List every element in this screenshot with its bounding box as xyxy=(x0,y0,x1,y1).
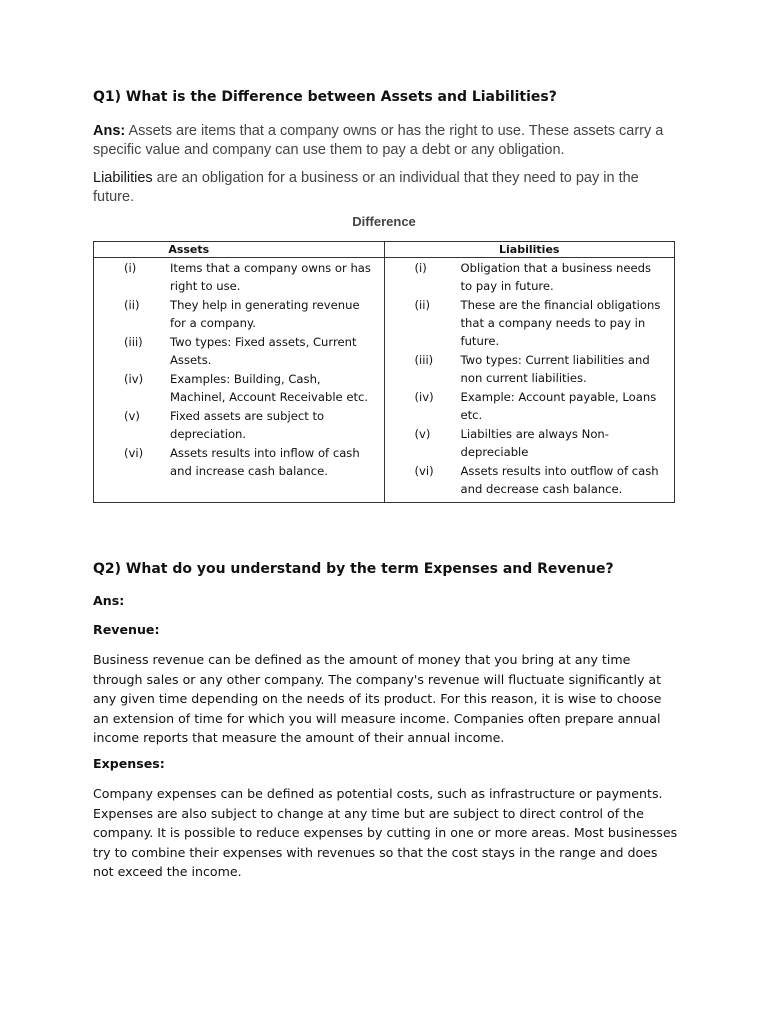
item-number: (ii) xyxy=(124,298,140,312)
item-number: (iii) xyxy=(124,335,143,349)
list-item xyxy=(385,296,675,350)
liabilities-definition: are an obligation for a business or an individual that they need to pay in the future. xyxy=(93,170,639,205)
item-text: Items that a company owns or has right to use. xyxy=(170,261,371,293)
item-number: (vi) xyxy=(414,464,434,478)
table-header-row xyxy=(94,242,675,258)
list-item xyxy=(94,259,384,295)
expenses-paragraph: Company expenses can be defined as potential costs, such as infrastructure or payments. Expenses are also subject to change at any time but are subject to direct control of the company. It is possible to reduce expenses by cutting in one or more areas. Most businesses try to combine their expenses with revenues so that the cost stays in the range and does not exceed the income. xyxy=(93,786,678,879)
list-item xyxy=(94,407,384,443)
liabilities-header: Liabilities xyxy=(384,242,675,258)
list-item xyxy=(94,296,384,332)
list-item xyxy=(385,259,675,295)
list-item xyxy=(94,444,384,480)
item-number: (iii) xyxy=(414,353,434,367)
question-1-answer xyxy=(93,122,668,160)
item-text: Assets results into outflow of cash and decrease cash balance. xyxy=(460,464,659,496)
item-number: (iv) xyxy=(414,390,434,404)
item-number: (v) xyxy=(414,427,431,441)
list-item xyxy=(94,370,384,406)
liabilities-word: Liabilities xyxy=(93,170,153,186)
revenue-paragraph: Business revenue can be defined as the amount of money that you bring at any time through sales or any other company. The company's revenue will fluctuate significantly at any given time depending on the needs of its product. For this reason, it is wise to choose an extension of time for which you will measure income. Companies often prepare annual income reports that measure the amount of their annual income. xyxy=(93,652,662,745)
table-row xyxy=(94,258,675,503)
list-item xyxy=(385,388,675,424)
item-text: Assets results into inflow of cash and increase cash balance. xyxy=(170,446,360,478)
item-number: (i) xyxy=(124,261,137,275)
item-text: Examples: Building, Cash, Machinel, Account Receivable etc. xyxy=(170,372,369,404)
liabilities-paragraph xyxy=(93,169,668,207)
item-text: These are the financial obligations that a company needs to pay in future. xyxy=(460,298,661,348)
liabilities-cell xyxy=(384,258,675,503)
list-item xyxy=(94,333,384,369)
question-2-answer-label: Ans: xyxy=(93,593,125,608)
revenue-heading: Revenue: xyxy=(93,622,160,637)
item-number: (v) xyxy=(124,409,140,423)
item-text: Liabilties are always Non-depreciable xyxy=(460,427,609,459)
item-text: Obligation that a business needs to pay in future. xyxy=(460,261,652,293)
expenses-heading: Expenses: xyxy=(93,756,165,771)
item-text: Example: Account payable, Loans etc. xyxy=(460,390,657,422)
item-text: Two types: Fixed assets, Current Assets. xyxy=(170,335,357,367)
list-item xyxy=(385,425,675,461)
difference-heading: Difference xyxy=(352,214,416,229)
item-text: Fixed assets are subject to depreciation. xyxy=(170,409,325,441)
assets-definition: Assets are items that a company owns or has the right to use. These assets carry a specific value and company can use them to pay a debt or any obligation. xyxy=(93,123,664,158)
item-text: Two types: Current liabilities and non current liabilities. xyxy=(460,353,650,385)
list-item xyxy=(385,351,675,387)
question-2-title: Q2) What do you understand by the term Expenses and Revenue? xyxy=(93,561,614,577)
item-number: (iv) xyxy=(124,372,144,386)
item-number: (vi) xyxy=(124,446,144,460)
assets-cell xyxy=(94,258,385,503)
difference-table xyxy=(93,241,675,503)
item-number: (i) xyxy=(414,261,427,275)
assets-header: Assets xyxy=(94,242,385,258)
answer-label: Ans: xyxy=(93,123,126,139)
list-item xyxy=(385,462,675,498)
item-number: (ii) xyxy=(414,298,430,312)
item-text: They help in generating revenue for a company. xyxy=(170,298,360,330)
question-1-title: Q1) What is the Difference between Assets and Liabilities? xyxy=(93,89,557,105)
